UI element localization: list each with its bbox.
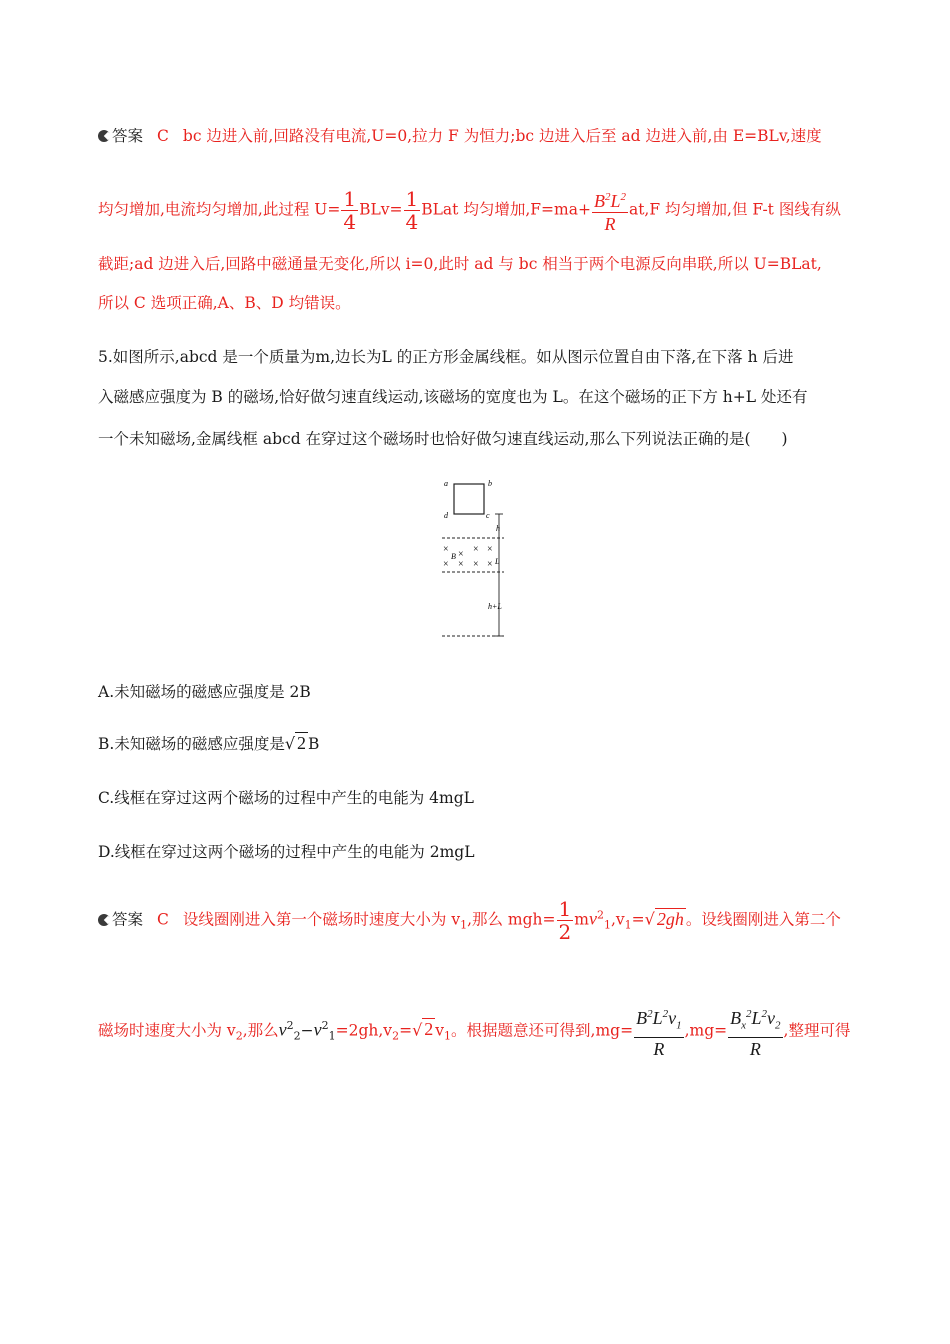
fraction-half: $\frac{1}{2}$ bbox=[558, 897, 572, 944]
fraction-bx2l2v2-over-r: $\frac{B_x^2L^2v_2}{R}$ bbox=[728, 1003, 782, 1060]
option-d: D.线框在穿过这两个磁场的过程中产生的电能为 2mgL bbox=[98, 843, 475, 861]
label-a: a bbox=[444, 479, 448, 488]
fraction-b2l2v1-over-r: $\frac{B^2L^2v_1}{R}$ bbox=[634, 1003, 684, 1060]
label-L: L bbox=[495, 557, 500, 566]
label-hL: h+L bbox=[488, 602, 502, 611]
answer1-label: 答案 bbox=[112, 127, 144, 145]
answer2-line1: 答案 C 设线圈刚进入第一个磁场时速度大小为 $v_1$,那么 mgh= $\frac{1}{2}$ $mv^2_1,v_1=√$ 2gh 。设线圈刚进入第二个 bbox=[98, 898, 841, 943]
answer2-line2: 磁场时速度大小为 $v_2$,那么$v^2_2-v^2_1=2gh,v_2=√$ 2 $v_1$。根据题意还可得到,mg= $\frac{B^2L^2v_1}{R}$ ,mg= $\frac{B_x^2L^2v_2}{R}$ ,整理可得 bbox=[98, 1003, 850, 1060]
svg-text:×: × bbox=[443, 544, 449, 555]
answer-icon bbox=[98, 130, 110, 142]
answer1-line4: 所以 C 选项正确,A、B、D 均错误。 bbox=[98, 294, 351, 312]
answer1-choice: C bbox=[157, 127, 169, 145]
answer1-text1: bc 边进入前,回路没有电流,U=0,拉力 F 为恒力;bc 边进入后至 ad 边进入前,由 E=BLv,速度 bbox=[182, 127, 822, 145]
svg-text:×: × bbox=[487, 559, 493, 570]
label-d: d bbox=[444, 511, 448, 520]
fraction-b2l2-over-r: $\frac{B^2L^2}{R}$ bbox=[592, 186, 628, 235]
fraction-quarter-1: $\frac{1}{4}$ bbox=[343, 187, 357, 234]
svg-text:×: × bbox=[443, 559, 449, 570]
label-b: b bbox=[488, 479, 492, 488]
option-a: A.未知磁场的磁感应强度是 2B bbox=[98, 683, 311, 701]
answer1-text2d: at,F 均匀增加,但 F-t 图线有纵 bbox=[628, 200, 841, 219]
square-frame bbox=[454, 484, 484, 514]
magnetic-field-figure bbox=[438, 474, 518, 644]
svg-text:×: × bbox=[458, 549, 464, 560]
label-h: h bbox=[496, 524, 500, 533]
question-line2: 入磁感应强度为 B 的磁场,恰好做匀速直线运动,该磁场的宽度也为 L。在这个磁场的正下方 h+L 处还有 bbox=[98, 388, 808, 406]
label-B: B bbox=[451, 552, 456, 561]
svg-text:×: × bbox=[458, 559, 464, 570]
svg-text:×: × bbox=[473, 544, 479, 555]
option-c: C.线框在穿过这两个磁场的过程中产生的电能为 4mgL bbox=[98, 789, 474, 807]
answer1-text2c: BLat 均匀增加,F=ma+ bbox=[421, 200, 591, 219]
svg-text:×: × bbox=[487, 544, 493, 555]
label-c: c bbox=[486, 511, 490, 520]
answer1-line1 bbox=[98, 124, 822, 148]
answer-icon bbox=[98, 914, 110, 926]
svg-text:×: × bbox=[473, 559, 479, 570]
answer1-line2 bbox=[98, 186, 841, 235]
answer1-text2a: 均匀增加,电流均匀增加,此过程 U= bbox=[98, 200, 341, 219]
answer1-line3: 截距;ad 边进入后,回路中磁通量无变化,所以 i=0,此时 ad 与 bc 相当于两个电源反向串联,所以 U=BLat, bbox=[98, 255, 822, 273]
answer1-text2b: BLv= bbox=[359, 200, 403, 219]
question-line1: 5.如图所示,abcd 是一个质量为m,边长为L 的正方形金属线框。如从图示位置自由下落,在下落 h 后进 bbox=[98, 348, 794, 366]
option-b: B.未知磁场的磁感应强度是√ 2 B bbox=[98, 733, 320, 753]
fraction-quarter-2: $\frac{1}{4}$ bbox=[405, 187, 419, 234]
question-line3: 一个未知磁场,金属线框 abcd 在穿过这个磁场时也恰好做匀速直线运动,那么下列说法正确的是( ) bbox=[98, 430, 788, 448]
